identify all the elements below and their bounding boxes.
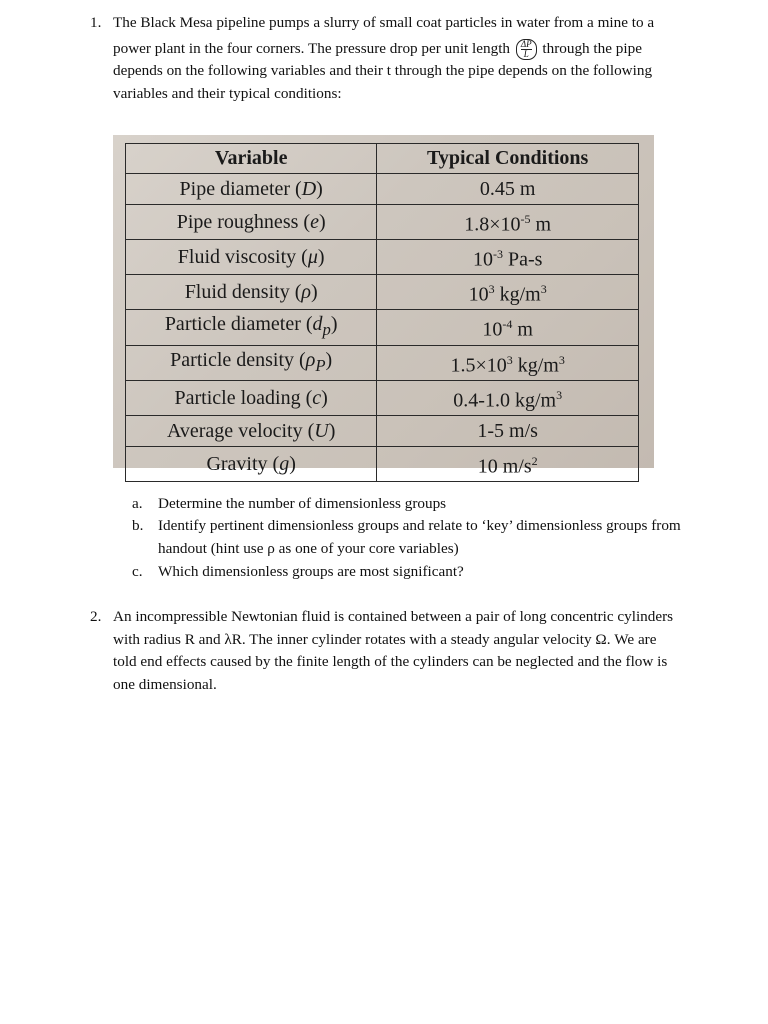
variable-name: Fluid density	[184, 280, 290, 303]
part-b-label: b.	[132, 517, 144, 534]
variable-name: Particle diameter	[164, 313, 301, 336]
variable-cell: Average velocity (U)	[126, 416, 377, 446]
q1-line-3: depends on the following variables and their t through the pipe depends on the following	[113, 62, 653, 79]
q1-line-2-post: through the pipe	[542, 39, 642, 57]
variables-table-photo	[113, 135, 654, 478]
variable-cell: Particle loading (c)	[126, 381, 377, 416]
condition-value: 1.5×10	[450, 354, 507, 377]
variable-symbol: ρ	[301, 280, 311, 303]
condition-cell	[377, 174, 639, 204]
condition-cell	[377, 381, 639, 416]
part-c-text: Which dimensionless groups are most significant?	[158, 563, 464, 580]
variable-name: Average velocity	[166, 419, 303, 442]
condition-cell	[377, 275, 639, 310]
part-b-text: Identify pertinent dimensionless groups and relate to ‘key’ dimensionless groups from	[158, 517, 681, 534]
condition-unit: kg/m	[494, 283, 541, 306]
condition-cell	[377, 310, 639, 346]
table-row	[126, 416, 639, 446]
table-row	[126, 310, 639, 346]
condition-cell	[377, 239, 639, 274]
condition-exponent: -5	[520, 211, 531, 226]
condition-value: 1.8×10	[464, 213, 521, 236]
variable-name: Pipe roughness	[176, 210, 299, 233]
question-2-text	[113, 606, 683, 696]
condition-unit: m	[512, 319, 533, 342]
pressure-drop-fraction	[516, 39, 537, 60]
variable-name: Particle loading	[174, 387, 301, 410]
variable-cell: Particle diameter $(d_p)$	[126, 310, 377, 346]
condition-exponent: -4	[502, 317, 513, 332]
variable-name: Fluid viscosity	[177, 245, 297, 268]
question-2-number: 2.	[90, 608, 102, 625]
variable-name: Pipe diameter	[179, 177, 291, 200]
variable-symbol: U	[314, 419, 329, 442]
condition-value: 0.45 m	[479, 177, 536, 200]
variable-symbol: g	[279, 452, 290, 475]
condition-cell	[377, 204, 639, 239]
table-row	[126, 275, 639, 310]
variable-name: Gravity	[206, 452, 268, 475]
table-row	[126, 204, 639, 239]
condition-exponent: 3	[488, 282, 495, 297]
variable-symbol: D	[301, 177, 317, 200]
variable-name: Particle density	[170, 348, 295, 371]
condition-unit-exponent: 2	[531, 453, 538, 468]
part-b-text-2: handout (hint use ρ as one of your core variables)	[158, 540, 459, 557]
table-row	[126, 381, 639, 416]
variable-cell: Particle density $(\rho_P)$	[126, 345, 377, 381]
table-row	[126, 239, 639, 274]
variable-symbol-sub: p	[322, 320, 331, 340]
condition-unit: m	[530, 213, 552, 236]
part-a-label: a.	[132, 495, 143, 512]
condition-value: 10	[482, 319, 503, 342]
variable-symbol: e	[310, 210, 319, 233]
q2-line-1: An incompressible Newtonian fluid is contained between a pair of long concentric cylinders	[113, 608, 674, 625]
variable-symbol: μ	[307, 245, 318, 268]
variable-cell: Fluid viscosity (μ)	[126, 239, 377, 274]
variable-symbol: d	[312, 313, 323, 336]
condition-unit: kg/m	[512, 354, 559, 377]
condition-exponent: -3	[492, 246, 503, 261]
condition-unit-exponent: 3	[558, 352, 565, 367]
fraction-numerator: ΔP	[520, 38, 532, 49]
q1-line-4: variables and their typical conditions:	[113, 84, 342, 102]
condition-value: 10 m/s	[477, 455, 532, 478]
q1-line-1: The Black Mesa pipeline pumps a slurry of small coat particles in water from a mine to a	[113, 14, 655, 31]
question-1-text	[113, 12, 683, 105]
variable-cell: Gravity (g)	[126, 446, 377, 481]
variable-symbol-sub: P	[315, 355, 326, 375]
variable-cell: Pipe diameter (D)	[126, 174, 377, 204]
header-conditions: Typical Conditions	[377, 144, 639, 174]
condition-value: 10	[472, 248, 493, 271]
q2-line-2: with radius R and λR. The inner cylinder rotates with a steady angular velocity Ω. We are	[113, 630, 657, 648]
condition-value: 10	[468, 283, 489, 306]
condition-unit-exponent: 3	[556, 388, 563, 403]
table-row	[126, 446, 639, 481]
variable-cell: Pipe roughness (e)	[126, 204, 377, 239]
table-row	[126, 345, 639, 381]
table-row	[126, 174, 639, 204]
question-1-number: 1.	[90, 14, 102, 31]
part-a-text: Determine the number of dimensionless groups	[158, 495, 447, 512]
variable-symbol: ρ	[305, 348, 316, 371]
q1-line-2	[113, 38, 683, 61]
condition-unit-exponent: 3	[540, 282, 547, 297]
q1-line-2-pre: power plant in the four corners. The pressure drop per unit length	[113, 39, 511, 57]
condition-cell	[377, 416, 639, 446]
condition-cell	[377, 345, 639, 381]
q2-line-3: told end effects caused by the finite length of the cylinders can be neglected and the flow is	[113, 653, 668, 670]
variable-symbol: c	[312, 387, 322, 410]
part-c-label: c.	[132, 563, 143, 580]
table-header-row	[126, 144, 639, 174]
condition-exponent: 3	[506, 352, 513, 367]
q2-line-4: one dimensional.	[113, 675, 217, 693]
fraction-denominator: L	[523, 48, 529, 59]
condition-value: 0.4-1.0 kg/m	[453, 389, 557, 412]
header-variable: Variable	[126, 144, 377, 174]
variables-table	[125, 143, 639, 482]
variable-cell: Fluid density (ρ)	[126, 275, 377, 310]
condition-unit: Pa-s	[502, 248, 543, 271]
condition-cell	[377, 446, 639, 481]
condition-value: 1-5 m/s	[477, 419, 538, 442]
